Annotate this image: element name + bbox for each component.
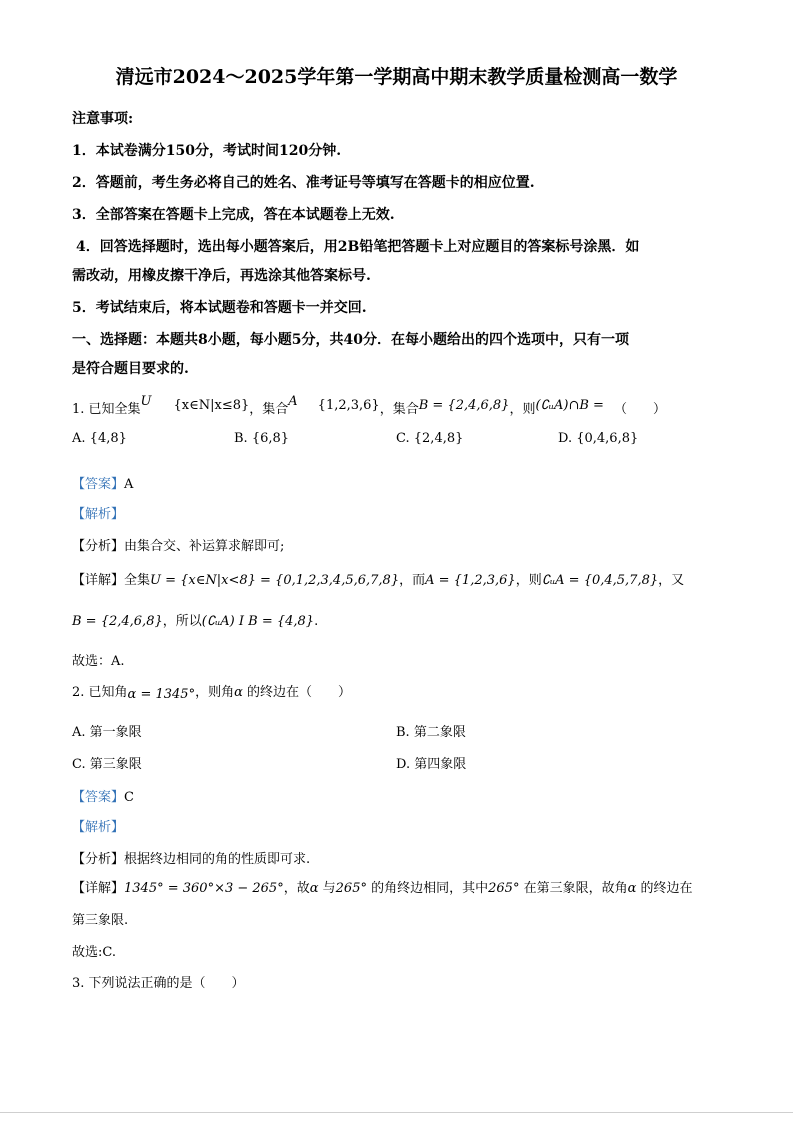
q2-detail-line2: 第三象限.: [72, 913, 129, 928]
q2-detail-line1: 【详解】1345° = 360°×3 − 265°，故α 与265° 的角终边相同，其中265° 在第三象限，故角α 的终边在: [72, 881, 693, 896]
q3-stem: 3. 下列说法正确的是（ ）: [72, 976, 245, 991]
q2-stem: 2. 已知角α = 1345°，则角α 的终边在（ ）: [72, 685, 352, 702]
q1-detail-line2: B = {2,4,6,8}，所以(∁ᵤA) I B = {4,8}.: [72, 614, 319, 629]
q1-b-set: B = {2,4,6,8}: [418, 398, 510, 413]
q2-analysis-tag: 【解析】: [72, 820, 125, 835]
q1-prefix: 1. 已知全集: [72, 402, 141, 417]
q1-detail-line1: 【详解】全集U = {x∈N|x<8} = {0,1,2,3,4,5,6,7,8}，而A = {1,2,3,6}，则∁ᵤA = {0,4,5,7,8}，又: [72, 573, 685, 588]
notice-heading: 注意事项:: [72, 111, 134, 127]
q1-mid2: ，集合: [379, 402, 419, 417]
page-title: 清远市2024～2025学年第一学期高中期末教学质量检测高一数学: [115, 66, 678, 88]
q1-fenxi: 【分析】由集合交、补运算求解即可;: [72, 539, 285, 554]
q2-answer: 【答案】C: [72, 790, 134, 805]
answer-tag: 【答案】: [72, 477, 125, 492]
q1-option-a: A. {4,8}: [72, 431, 127, 446]
q1-u-symbol: U: [140, 394, 152, 409]
q1-option-c: C. {2,4,8}: [396, 431, 464, 446]
q2-option-d: D. 第四象限: [396, 757, 467, 772]
notice-item: 2．答题前，考生务必将自己的姓名、准考证号等填写在答题卡的相应位置.: [72, 175, 535, 191]
notice-item: 4．回答选择题时，选出每小题答案后，用2B铅笔把答题卡上对应题目的答案标号涂黑．如: [76, 239, 640, 255]
q1-mid1: ，集合: [249, 402, 289, 417]
q1-a-symbol: A: [288, 394, 298, 409]
q1-option-d: D. {0,4,6,8}: [558, 431, 639, 446]
q1-answer: 【答案】A: [72, 477, 134, 492]
q2-option-b: B. 第二象限: [396, 725, 466, 740]
q1-mid3: ，则: [509, 402, 536, 417]
q1-stem: [72, 394, 666, 417]
page-bottom-divider: [0, 1112, 793, 1113]
q1-option-b: B. {6,8}: [234, 431, 290, 446]
q1-a-set: {1,2,3,6}: [317, 398, 380, 413]
q2-choose: 故选:C.: [72, 945, 116, 960]
q2-math: α = 1345°: [127, 687, 196, 702]
q2-fenxi: 【分析】根据终边相同的角的性质即可求.: [72, 852, 311, 867]
answer-tag: 【答案】: [72, 790, 125, 805]
notice-item: 1．本试卷满分150分，考试时间120分钟.: [72, 143, 342, 159]
section-heading-line2: 是符合题目要求的.: [72, 361, 189, 377]
q1-detail-math: U = {x∈N|x<8} = {0,1,2,3,4,5,6,7,8}: [150, 573, 400, 588]
q1-expr: (∁ᵤA)∩B =: [535, 398, 604, 413]
q2-option-a: A. 第一象限: [72, 725, 142, 740]
q1-u-set: {x∈N|x≤8}: [173, 398, 250, 413]
q1-analysis-tag: 【解析】: [72, 507, 125, 522]
notice-item: 需改动，用橡皮擦干净后，再选涂其他答案标号.: [72, 268, 371, 284]
q1-paren: （ ）: [613, 402, 666, 417]
notice-item: 3．全部答案在答题卡上完成，答在本试题卷上无效.: [72, 207, 395, 223]
notice-item: 5．考试结束后，将本试题卷和答题卡一并交回.: [72, 300, 367, 316]
section-heading-line1: 一、选择题：本题共8小题，每小题5分，共40分．在每小题给出的四个选项中，只有一项: [72, 332, 629, 348]
q1-choose: 故选：A.: [72, 654, 125, 669]
q2-option-c: C. 第三象限: [72, 757, 142, 772]
